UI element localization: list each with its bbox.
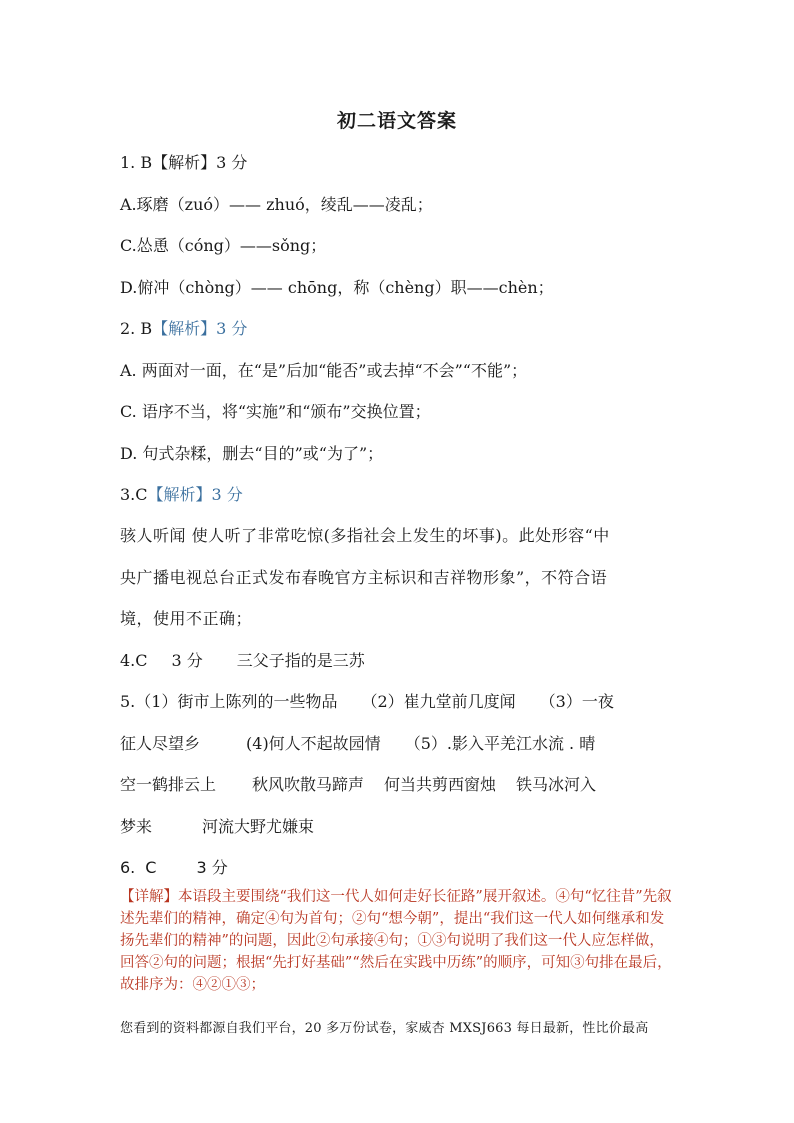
q5-item-4: (4)何人不起故园情	[246, 734, 381, 753]
q5-line-1	[120, 689, 614, 712]
q3-number: 3.C	[120, 485, 148, 504]
q5-item-9: 河流大野尤嫌束	[202, 817, 315, 836]
q2-option-c: C. 语序不当，将“实施”和“颁布”交换位置；	[120, 402, 431, 421]
q1-heading: 1. B【解析】3 分	[120, 153, 248, 172]
q2-option-a: A. 两面对一面，在“是”后加“能否”或去掉“不会”“不能”；	[120, 361, 528, 380]
q1-option-c: C.怂恿（cóng）——sǒng；	[120, 236, 327, 255]
q5-item-6: 秋风吹散马蹄声	[252, 775, 365, 794]
q1-option-a: A.琢磨（zuó）—— zhuó，绫乱——凌乱；	[120, 195, 433, 214]
q6-detail-tag: 【详解】	[120, 889, 178, 905]
q5-line-2	[120, 731, 595, 754]
q2-heading	[120, 316, 247, 339]
q2-analysis-tag: 【解析】3 分	[152, 319, 248, 338]
q5-item-8: 铁马冰河入	[516, 775, 597, 794]
q6-detail-text: 本语段主要围绕“我们这一代人如何走好长征路”展开叙述。④句“忆往昔”先叙述先辈们的精神，确定④句为首句；②句“想今朝”，提出“我们这一代人如何继承和发扬先辈们的精神”的问题，因此②句承接④句；①③句说明了我们这一代人应怎样做，回答②句的问题；根据“先打好基础”“然后在实践中历练”的顺序，可知③句排在最后，故排序为：④②①③；	[120, 889, 672, 993]
q5-item-3: （3）一夜	[539, 692, 614, 711]
q4-note: 三父子指的是三苏	[236, 651, 365, 670]
q6-answer: C	[145, 858, 157, 877]
q6-line	[120, 855, 228, 878]
q3-explanation-line-2: 央广播电视总台正式发布春晚官方主标识和吉祥物形象”，不符合语	[120, 568, 608, 587]
q4-score: 3 分	[171, 651, 203, 670]
q5-line-4	[120, 814, 314, 837]
q5-item-5-cont: 空一鹤排云上	[120, 775, 217, 794]
q6-number: 6.	[120, 858, 136, 877]
q3-explanation-line-1: 骇人听闻 使人听了非常吃惊(多指社会上发生的坏事)。此处形容“中	[120, 526, 610, 545]
q5-item-1: 5.（1）街市上陈列的一些物品	[120, 692, 338, 711]
q4-number: 4.C	[120, 651, 148, 670]
q5-item-5: （5）.影入平羌江水流 . 晴	[404, 734, 596, 753]
q6-score: 3 分	[196, 858, 228, 877]
q4-line	[120, 648, 365, 671]
q1-option-d: D.俯冲（chòng）—— chōng，称（chèng）职——chèn；	[120, 278, 554, 297]
q5-item-3-cont: 征人尽望乡	[120, 734, 201, 753]
q5-item-2: （2）崔九堂前几度闻	[361, 692, 516, 711]
footer-note: 您看到的资料都源自我们平台，20 多万份试卷，家威杏 MXSJ663 每日最新，性比价最高	[120, 1021, 649, 1036]
q3-explanation-line-3: 境，使用不正确；	[120, 609, 253, 628]
q2-option-d: D. 句式杂糅，删去“目的”或“为了”；	[120, 444, 384, 463]
q3-heading	[120, 482, 243, 505]
page-title: 初二语文答案	[336, 110, 457, 132]
q3-analysis-tag: 【解析】3 分	[147, 485, 243, 504]
q5-item-7: 何当共剪西窗烛	[384, 775, 497, 794]
q2-number: 2. B	[120, 319, 153, 338]
q5-line-3	[120, 772, 596, 795]
q5-item-8-cont: 梦来	[120, 817, 153, 836]
q6-detail	[120, 886, 676, 996]
